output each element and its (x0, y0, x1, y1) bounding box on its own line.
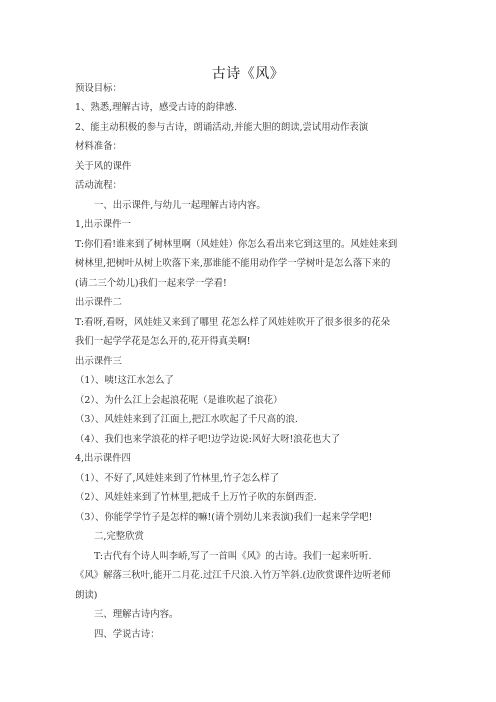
text-line: (请二三个幼儿)我们一起来学一学看! (75, 278, 227, 289)
text-line: （2）、风娃娃来到了竹林里,把成千上万竹子吹的东倒西歪. (75, 492, 317, 503)
text-line: 1、熟悉,理解古诗，感受古诗的韵律感. (75, 102, 237, 113)
text-line: 二,完整欣赏 (94, 531, 144, 542)
text-line: 朗读) (75, 590, 98, 601)
text-line: 1,出示课件一 (75, 219, 131, 230)
text-line: 四、学说古诗： (94, 629, 160, 640)
text-line: 出示课件二 (75, 297, 122, 308)
text-line: T:你们看!谁来到了树林里啊（风娃娃）你怎么看出来它到这里的。风娃娃来到 (75, 239, 398, 250)
text-line: （4）、我们也来学浪花的样子吧!边学边说:风好大呀!浪花也大了 (75, 434, 341, 445)
text-line: 树林里,把树叶从树上吹落下来,那谁能不能用动作学一学树叶是怎么落下来的 (75, 258, 391, 269)
text-line: 一、出示课件,与幼儿一起理解古诗内容。 (94, 200, 266, 211)
text-line: 材料准备： (75, 141, 122, 152)
text-line: 活动流程： (75, 180, 122, 191)
text-line: （1）、不好了,风娃娃来到了竹林里,竹子怎么样了 (75, 473, 280, 484)
text-line: 我们一起学学花是怎么开的,花开得真美啊! (75, 336, 251, 347)
text-line: 出示课件三 (75, 356, 122, 367)
text-line: （1）、咦!这江水怎么了 (75, 375, 174, 386)
text-line: 4,出示课件四 (75, 453, 131, 464)
text-line: 2、能主动积极的参与古诗，朗诵活动,并能大胆的朗读,尝试用动作表演 (75, 122, 369, 133)
text-line: T:看呀,看呀，风娃娃又来到了哪里 花怎么样了风娃娃吹开了很多很多的花朵 (75, 317, 391, 328)
text-line: （2）、为什么江上会起浪花呢（是谁吹起了浪花） (75, 395, 283, 406)
text-line: 《风》解落三秋叶,能开二月花.过江千尺浪.入竹万竿斜.(边欣赏课件边听老师 (75, 570, 391, 581)
text-line: 关于风的课件 (75, 161, 132, 172)
text-line: 预设目标： (75, 83, 122, 94)
document-title: 古诗《风》 (211, 66, 285, 82)
text-line: （3）、风娃娃来到了江面上,把江水吹起了千尺高的浪. (75, 414, 298, 425)
text-line: T:古代有个诗人叫李峤,写了一首叫《风》的古诗。我们一起来听听. (94, 551, 372, 562)
text-line: 三、理解古诗内容。 (94, 609, 179, 620)
text-line: （3）、你能学学竹子是怎样的嘛!(请个别幼儿来表演)我们一起来学学吧! (75, 512, 373, 523)
